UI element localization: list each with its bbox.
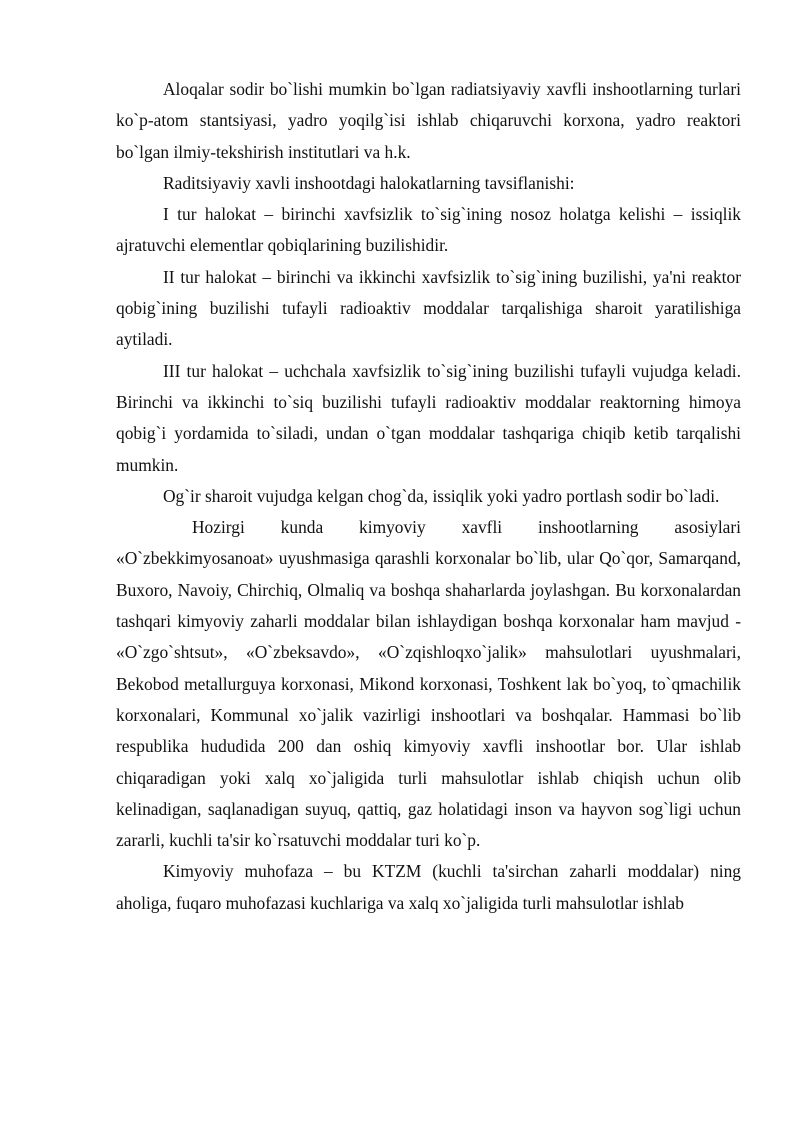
paragraph-radiation-facilities: Aloqalar sodir bo`lishi mumkin bo`lgan radiatsiyaviy xavfli inshootlarning turlari ko`p-atom stantsiyasi, yadro yoqilg`isi ishlab chiqaruvchi korxona, yadro reaktori bo`lgan ilmiy-tekshirish institutlari va h.k. <box>116 79 741 162</box>
document-body <box>116 74 741 919</box>
paragraph-chemical-protection: Kimyoviy muhofaza – bu KTZM (kuchli ta'sirchan zaharli moddalar) ning aholiga, fuqaro muhofazasi kuchlariga va xalq xo`jaligida turli mahsulotlar ishlab <box>116 861 741 913</box>
paragraph-accident-type-1: I tur halokat – birinchi xavfsizlik to`sig`ining nosoz holatga kelishi – issiqlik ajratuvchi elementlar qobiqlarining buzilishidir. <box>116 204 741 256</box>
paragraph-accident-type-3: III tur halokat – uchchala xavfsizlik to`sig`ining buzilishi tufayli vujudga keladi. Birinchi va ikkinchi to`siq buzilishi tufayli radioaktiv moddalar reaktorning himoya qobig`i yordamida to`siladi, undan o`tgan moddalar tashqariga chiqib ketib tarqalishi mumkin. <box>116 360 741 475</box>
paragraph-accident-classification: Raditsiyaviy xavli inshootdagi halokatlarning tavsiflanishi: <box>163 172 575 193</box>
paragraph-severe-conditions: Og`ir sharoit vujudga kelgan chog`da, issiqlik yoki yadro portlash sodir bo`ladi. <box>163 485 720 506</box>
paragraph-chemical-facilities: Hozirgi kunda kimyoviy xavfli inshootlarning asosiylari «O`zbekkimyosanoat» uyushmasiga qarashli korxonalar bo`lib, ular Qo`qor, Samarqand, Buxoro, Navoiy, Chirchiq, Olmaliq va boshqa shaharlarda joylashgan. Bu korxonalardan tashqari kimyoviy zaharli moddalar bilan ishlaydigan boshqa korxonalar ham mavjud - «O`zgo`shtsut», «O`zbeksavdo», «O`zqishloqxo`jalik» mahsulotlari uyushmalari, Bekobod metallurguya korxonasi, Mikond korxonasi, Toshkent lak bo`yoq, to`qmachilik korxonalari, Kommunal xo`jalik vazirligi inshootlari va boshqalar. Hammasi bo`lib respublika hududida 200 dan oshiq kimyoviy xavfli inshootlar bor. Ular ishlab chiqaradigan yoki xalq xo`jaligida turli mahsulotlar ishlab chiqish uchun olib kelinadigan, saqlanadigan suyuq, qattiq, gaz holatidagi inson va hayvon sog`ligi uchun zararli, kuchli ta'sir ko`rsatuvchi moddalar turi ko`p. <box>116 517 741 851</box>
paragraph-accident-type-2: II tur halokat – birinchi va ikkinchi xavfsizlik to`sig`ining buzilishi, ya'ni reaktor qobig`ining buzilishi tufayli radioaktiv moddalar tarqalishiga sharoit yaratilishiga aytiladi. <box>116 266 741 350</box>
